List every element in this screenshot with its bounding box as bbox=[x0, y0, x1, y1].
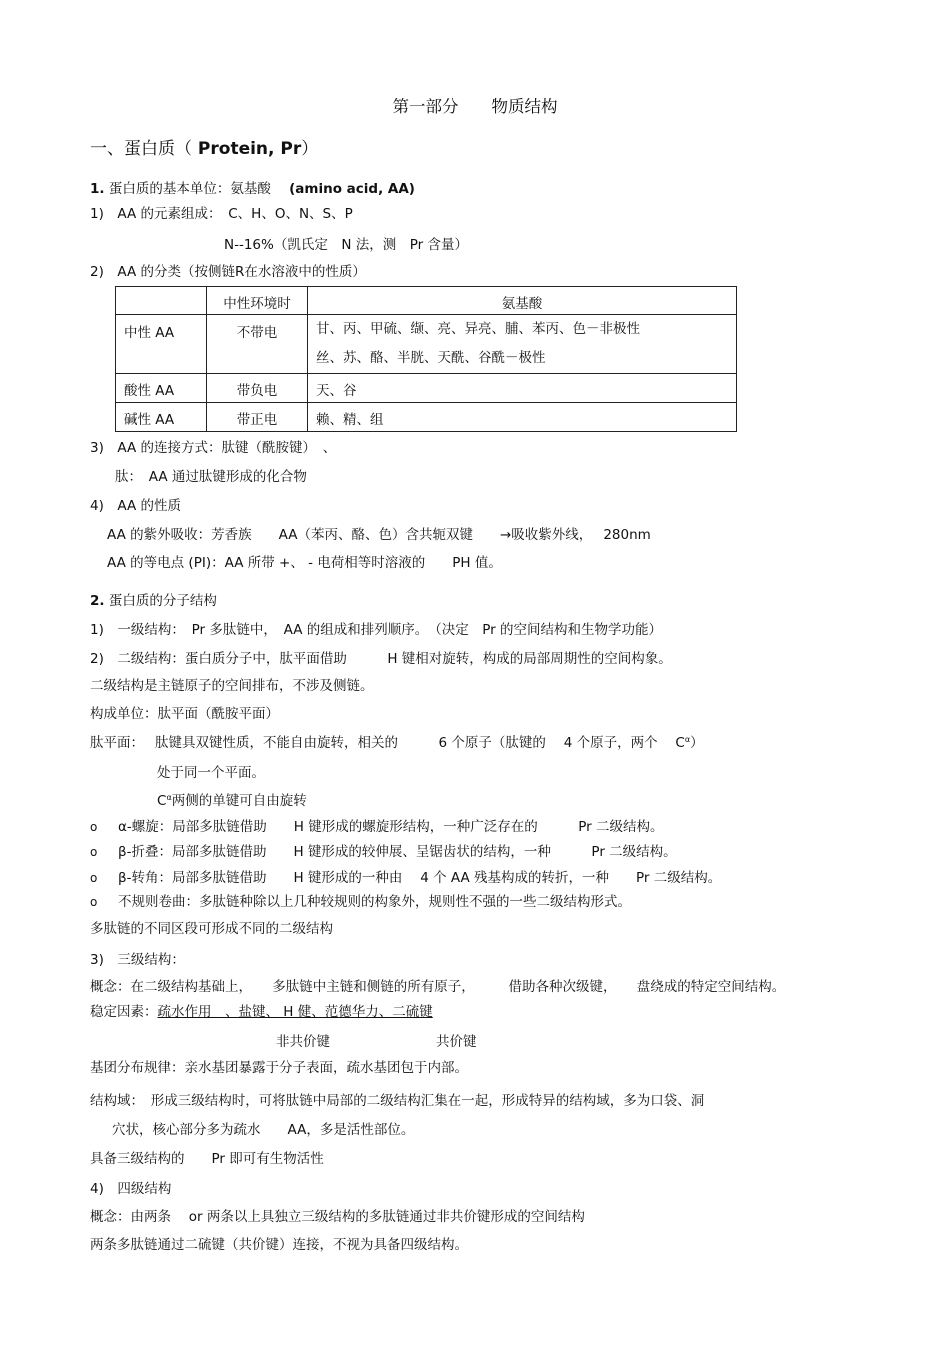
list-item bbox=[90, 843, 677, 861]
table-cell-type: 碱性 AA bbox=[116, 403, 207, 432]
peptide-definition-line: 肽： AA 通过肽键形成的化合物 bbox=[115, 469, 307, 485]
list-item bbox=[90, 869, 721, 887]
noncovalent-label: 非共价键 bbox=[276, 1034, 330, 1050]
table-header-row bbox=[116, 287, 737, 315]
alpha-helix-text: α-螺旋：局部多肽链借助 H 键形成的螺旋形结构，一种广泛存在的 Pr 二级结构。 bbox=[118, 819, 664, 835]
bullet-marker: o bbox=[90, 820, 98, 834]
quaternary-note-line: 两条多肽链通过二硫键（共价键）连接，不视为具备四级结构。 bbox=[90, 1237, 468, 1253]
subsection-1-english: (amino acid, AA) bbox=[289, 181, 415, 197]
peptide-plane-continuation: 处于同一个平面。 bbox=[157, 765, 265, 781]
table-row bbox=[116, 403, 737, 432]
stabilizing-factors-list: 疏水作用 、盐键、 H 健、范德华力、二硫键 bbox=[157, 1004, 433, 1020]
amino-acid-table bbox=[115, 286, 737, 432]
section-heading-protein bbox=[90, 138, 318, 160]
c-alpha-letter: C bbox=[157, 793, 167, 809]
table-cell-charge: 带正电 bbox=[207, 403, 308, 432]
aa-linkage-line: 3) AA 的连接方式：肽键（酰胺键） 、 bbox=[90, 440, 337, 456]
section-heading-suffix: ） bbox=[301, 139, 319, 159]
stabilizing-factors-line bbox=[90, 1003, 433, 1021]
alpha-superscript: α bbox=[166, 793, 172, 802]
table-header-cell bbox=[116, 287, 207, 315]
section-heading-name: Protein, Pr bbox=[192, 139, 302, 159]
list-item bbox=[90, 818, 663, 836]
aa-classification-line: 2) AA 的分类（按侧链R在水溶液中的性质） bbox=[90, 264, 366, 280]
list-item bbox=[90, 893, 631, 911]
aa-properties-line: 4) AA 的性质 bbox=[90, 498, 181, 514]
isoelectric-point-line: AA 的等电点 (PI)：AA 所带 +、 - 电荷相等时溶液的 PH 值。 bbox=[107, 555, 502, 571]
tertiary-activity-line: 具备三级结构的 Pr 即可有生物活性 bbox=[90, 1151, 324, 1167]
subsection-1-number: 1. bbox=[90, 181, 105, 197]
table-cell-type: 酸性 AA bbox=[116, 374, 207, 403]
beta-sheet-text: β-折叠：局部多肽链借助 H 键形成的较伸展、呈锯齿状的结构，一种 Pr 二级结构。 bbox=[118, 844, 677, 860]
peptide-plane-text: 肽平面： 肽键具双键性质，不能自由旋转，相关的 6 个原子（肽键的 4 个原子，两个 C bbox=[90, 735, 685, 751]
tertiary-structure-heading: 3) 三级结构： bbox=[90, 952, 185, 968]
peptide-plane-line bbox=[90, 734, 704, 752]
random-coil-text: 不规则卷曲：多肽链种除以上几种较规则的构象外，规则性不强的一些二级结构形式。 bbox=[118, 894, 631, 910]
bullet-marker: o bbox=[90, 871, 98, 885]
neutral-nonpolar-list: 甘、丙、甲硫、缬、亮、异亮、脯、苯丙、色－非极性 bbox=[316, 321, 640, 337]
nitrogen-content-line: N--16%（凯氏定 N 法，测 Pr 含量） bbox=[224, 237, 468, 253]
stabilizing-factors-label: 稳定因素： bbox=[90, 1004, 158, 1020]
subsection-1 bbox=[90, 180, 415, 198]
subsection-2 bbox=[90, 592, 217, 610]
uv-absorption-line: AA 的紫外吸收：芳香族 AA（苯丙、酪、色）含共轭双键 →吸收紫外线， 280nm bbox=[107, 527, 651, 543]
neutral-polar-list: 丝、苏、酪、半胱、天酰、谷酰－极性 bbox=[316, 350, 546, 366]
table-row bbox=[116, 315, 737, 374]
table-cell-amino-acids: 赖、精、组 bbox=[308, 403, 737, 432]
table-cell-charge: 带负电 bbox=[207, 374, 308, 403]
c-alpha-text: 两侧的单键可自由旋转 bbox=[171, 793, 307, 809]
bullet-marker: o bbox=[90, 845, 98, 859]
tertiary-concept-line: 概念：在二级结构基础上， 多肽链中主链和侧链的所有原子， 借助各种次级键， 盘绕成的特定空间结构。 bbox=[90, 979, 786, 995]
secondary-structure-line: 2) 二级结构：蛋白质分子中，肽平面借助 H 键相对旋转，构成的局部周期性的空间构象。 bbox=[90, 651, 672, 667]
table-cell-amino-acids: 天、谷 bbox=[308, 374, 737, 403]
subsection-2-number: 2. bbox=[90, 593, 105, 609]
bullet-marker: o bbox=[90, 895, 98, 909]
group-distribution-line: 基团分布规律：亲水基团暴露于分子表面，疏水基团包于内部。 bbox=[90, 1060, 468, 1076]
secondary-segments-line: 多肽链的不同区段可形成不同的二级结构 bbox=[90, 921, 333, 937]
covalent-label: 共价键 bbox=[436, 1034, 477, 1050]
secondary-structure-note: 二级结构是主链原子的空间排布，不涉及侧链。 bbox=[90, 678, 374, 694]
table-row bbox=[116, 374, 737, 403]
table-cell-charge: 不带电 bbox=[207, 315, 308, 374]
page-title: 第一部分 物质结构 bbox=[392, 97, 558, 116]
domain-line: 结构域： 形成三级结构时，可将肽链中局部的二级结构汇集在一起，形成特异的结构域，多为口袋、洞 bbox=[90, 1093, 705, 1109]
quaternary-concept-line: 概念：由两条 or 两条以上具独立三级结构的多肽链通过非共价键形成的空间结构 bbox=[90, 1209, 585, 1225]
c-alpha-line bbox=[157, 792, 307, 810]
section-heading-prefix: 一、蛋白质（ bbox=[90, 139, 192, 159]
domain-continuation: 穴状，核心部分多为疏水 AA，多是活性部位。 bbox=[112, 1122, 415, 1138]
subsection-2-title: 蛋白质的分子结构 bbox=[108, 593, 217, 609]
primary-structure-line: 1) 一级结构： Pr 多肽链中， AA 的组成和排列顺序。 （决定 Pr 的空间结构和生物学功能） bbox=[90, 622, 662, 638]
structural-unit-line: 构成单位：肽平面（酰胺平面） bbox=[90, 706, 279, 722]
table-header-cell: 氨基酸 bbox=[308, 287, 737, 315]
element-composition-line: 1) AA 的元素组成： C、H、O、N、S、P bbox=[90, 206, 353, 222]
alpha-superscript: α bbox=[684, 735, 691, 744]
table-cell-amino-acids bbox=[308, 315, 737, 374]
subsection-1-title: 蛋白质的基本单位：氨基酸 bbox=[108, 181, 271, 197]
table-cell-type: 中性 AA bbox=[116, 315, 207, 374]
peptide-plane-close: ） bbox=[690, 735, 704, 751]
table-header-cell: 中性环境时 bbox=[207, 287, 308, 315]
quaternary-structure-heading: 4) 四级结构 bbox=[90, 1181, 172, 1197]
beta-turn-text: β-转角：局部多肽链借助 H 键形成的一种由 4 个 AA 残基构成的转折，一种 Pr 二级结构。 bbox=[118, 870, 722, 886]
